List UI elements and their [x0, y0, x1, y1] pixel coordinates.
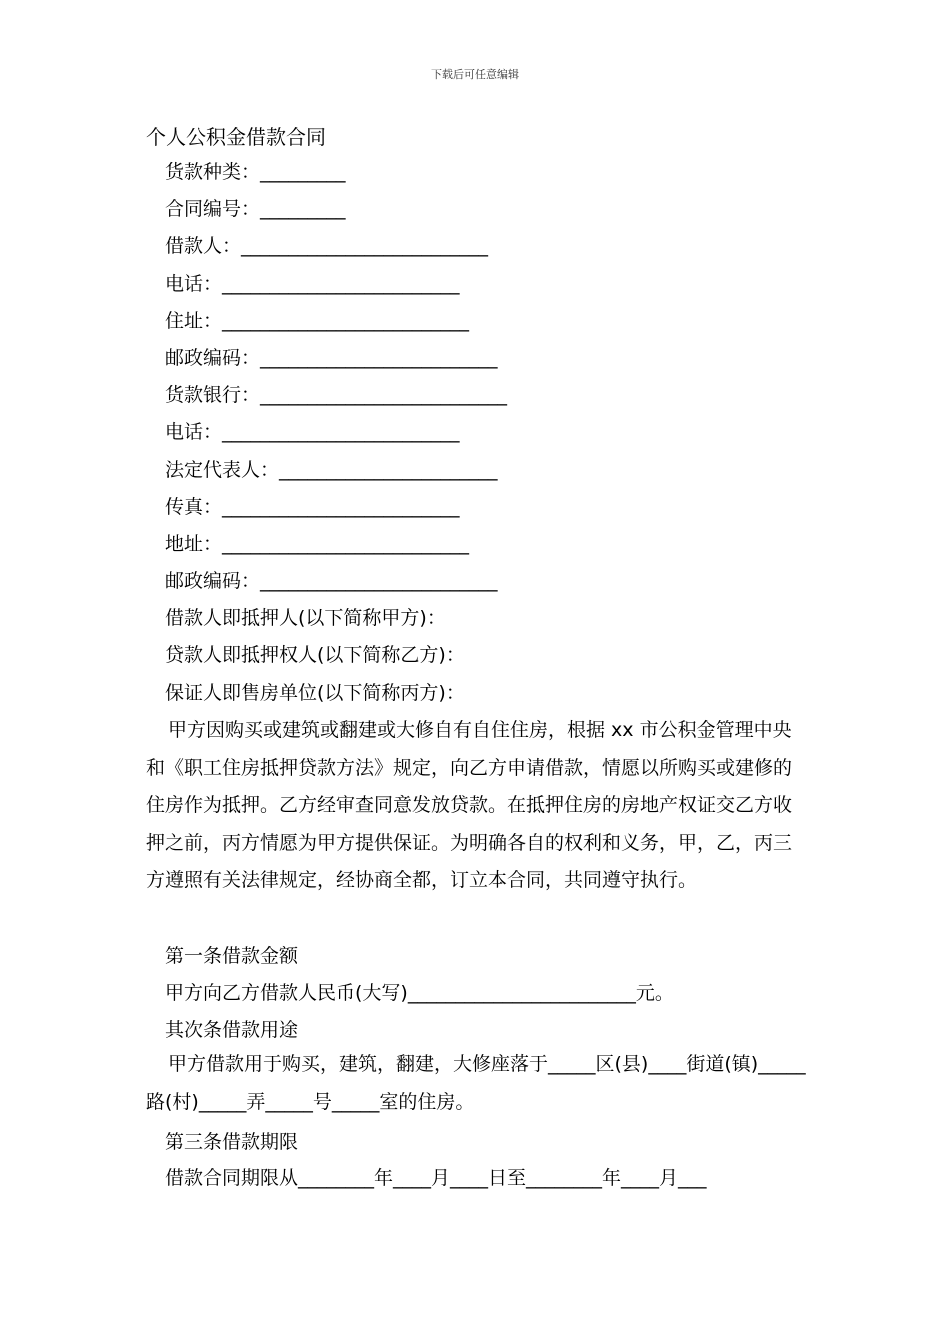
party-a-definition: 借款人即抵押人(以下简称甲方)：	[165, 607, 446, 630]
field-bank-phone: 电话：_________________________	[165, 421, 460, 444]
article-2-title: 其次条借款用途	[165, 1019, 299, 1041]
field-fax: 传真：_________________________	[165, 495, 460, 518]
article-2-text: 甲方借款用于购买，建筑，翻建，大修座落于_____区(县)____街道(镇)_____路(村)_____弄_____号_____室的住房。	[146, 1053, 806, 1113]
field-lending-bank: 货款银行：__________________________	[165, 384, 508, 407]
field-loan-type: 货款种类：_________	[165, 161, 346, 183]
field-contract-number: 合同编号：_________	[165, 198, 346, 221]
article-1-text: 甲方向乙方借款人民币(大写)________________________元。	[165, 982, 674, 1004]
intro-paragraph: 甲方因购买或建筑或翻建或大修自有自住住房，根据 xx 市公积金管理中央和《职工住房抵押贷款方法》规定，向乙方申请借款，情愿以所购买或建修的住房作为抵押。乙方经审查同意发放贷款。在抵押住房的房地产权证交乙方收押之前，丙方情愿为甲方提供保证。为明确各自的权利和义务，甲，乙，丙三方遵照有关法律规定，经协商全都，订立本合同，共同遵守执行。	[146, 719, 793, 891]
field-borrower-phone: 电话：_________________________	[165, 272, 460, 295]
article-3-title: 第三条借款期限	[165, 1131, 299, 1153]
article-1-title: 第一条借款金额	[165, 945, 299, 967]
field-borrower: 借款人：__________________________	[165, 235, 489, 258]
field-borrower-address: 住址：__________________________	[165, 309, 470, 332]
field-bank-postcode: 邮政编码：_________________________	[165, 570, 498, 593]
article-3-text: 借款合同期限从________年____月____日至________年____月___	[165, 1167, 707, 1189]
page-header: 下载后可任意编辑	[431, 68, 519, 81]
field-borrower-postcode: 邮政编码：_________________________	[165, 346, 498, 369]
field-legal-representative: 法定代表人：_______________________	[165, 458, 498, 481]
document-title: 个人公积金借款合同	[146, 125, 326, 149]
contract-fields	[165, 157, 507, 715]
field-bank-address: 地址：__________________________	[165, 532, 470, 555]
party-b-definition: 贷款人即抵押权人(以下简称乙方)：	[165, 644, 465, 667]
party-c-definition: 保证人即售房单位(以下简称丙方)：	[165, 681, 465, 704]
